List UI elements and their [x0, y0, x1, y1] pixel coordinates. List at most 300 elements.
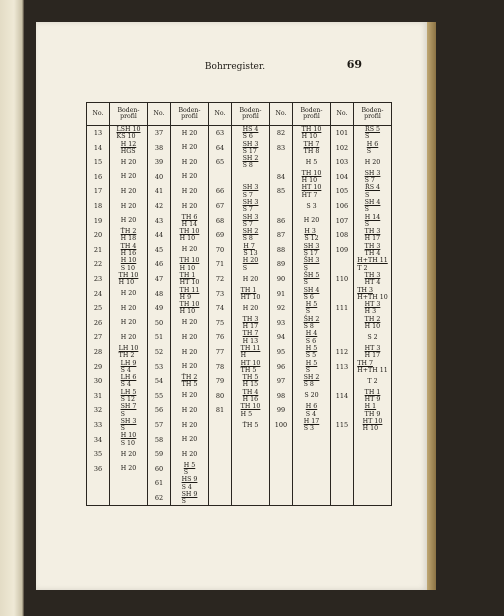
table-row	[87, 257, 392, 272]
soil-profile	[110, 214, 148, 229]
boring-number	[87, 491, 110, 506]
profile-upper-layer: LSH 10	[116, 126, 141, 133]
boring-number: 75	[209, 316, 232, 331]
soil-profile	[232, 447, 270, 462]
profile-upper-layer: H 20	[181, 333, 198, 341]
table-row	[87, 476, 392, 491]
profile-lower-layer: ĤT 7	[301, 191, 318, 199]
soil-profile	[232, 418, 270, 433]
soil-profile	[293, 287, 331, 302]
table-row	[87, 199, 392, 214]
soil-profile	[171, 141, 209, 156]
profile-lower-layer: H 10	[179, 264, 196, 272]
boring-number: 19	[87, 214, 110, 229]
profile-upper-layer: HT 10	[301, 184, 322, 192]
boring-number: 89	[270, 257, 293, 272]
boring-number: 80	[209, 389, 232, 404]
table-row	[87, 447, 392, 462]
soil-profile	[110, 243, 148, 258]
profile-lower-layer: S 12	[120, 395, 135, 403]
profile-upper-layer: H 20	[120, 290, 137, 298]
soil-profile	[110, 184, 148, 199]
profile-upper-layer: TH 2	[364, 315, 381, 323]
boring-number: 21	[87, 243, 110, 258]
boring-number: 79	[209, 374, 232, 389]
profile-lower-layer: H 5	[240, 410, 253, 418]
profile-lower-layer: H 17	[364, 352, 381, 360]
page-edge	[427, 22, 436, 590]
soil-profile	[232, 199, 270, 214]
profile-lower-layer: S	[366, 147, 372, 155]
profile-lower-layer: HT 9	[364, 395, 381, 403]
boring-number	[270, 199, 293, 214]
boring-number	[209, 418, 232, 433]
table-row	[87, 155, 392, 170]
boring-number: 69	[209, 228, 232, 243]
boring-number: 99	[270, 403, 293, 418]
profile-upper-layer: HT 10	[240, 359, 261, 367]
soil-profile	[293, 330, 331, 345]
boring-number	[270, 476, 293, 491]
boring-number: 115	[331, 418, 354, 433]
table-row	[87, 126, 392, 141]
profile-lower-layer: H+TH 11	[357, 366, 388, 374]
boring-number: 95	[270, 345, 293, 360]
soil-profile	[354, 214, 392, 229]
soil-profile	[354, 287, 392, 302]
boring-number	[331, 432, 354, 447]
soil-profile	[293, 345, 331, 360]
profile-upper-layer: H 17	[303, 417, 320, 425]
soil-profile	[232, 345, 270, 360]
boring-number: 101	[331, 126, 354, 141]
profile-lower-layer: S	[364, 220, 370, 228]
table-row	[87, 141, 392, 156]
profile-upper-layer: SH 9	[181, 490, 198, 498]
boring-number: 72	[209, 272, 232, 287]
boring-number: 51	[148, 330, 171, 345]
soil-profile	[110, 155, 148, 170]
soil-profile	[171, 476, 209, 491]
profile-lower-layer: H 14	[181, 220, 198, 228]
boring-number: 104	[331, 170, 354, 185]
soil-profile	[354, 374, 392, 389]
boring-number: 84	[270, 170, 293, 185]
soil-profile	[293, 432, 331, 447]
profile-upper-layer: TH 3	[364, 242, 381, 250]
soil-profile	[354, 432, 392, 447]
boring-number: 105	[331, 184, 354, 199]
boring-number	[270, 462, 293, 477]
soil-profile	[110, 141, 148, 156]
boring-number: 22	[87, 257, 110, 272]
profile-lower-layer: S	[303, 264, 308, 272]
profile-upper-layer: H 20	[181, 202, 198, 210]
profile-lower-layer: H 18	[120, 235, 137, 243]
profile-lower-layer: S 6	[303, 293, 314, 301]
profile-upper-layer: H 20	[120, 188, 137, 196]
profile-lower-layer: H 3	[364, 308, 377, 316]
profile-upper-layer: ŠH 3	[303, 257, 320, 265]
profile-upper-layer: H 7	[243, 242, 255, 250]
boring-number: 20	[87, 228, 110, 243]
profile-upper-layer: HT 10	[362, 417, 383, 425]
profile-upper-layer: H 10	[120, 257, 137, 265]
boring-number: 82	[270, 126, 293, 141]
boring-number: 42	[148, 199, 171, 214]
soil-profile	[293, 389, 331, 404]
table-header-row	[87, 103, 392, 126]
soil-profile	[110, 476, 148, 491]
boring-number: 90	[270, 272, 293, 287]
profile-upper-layer: H 10	[120, 432, 137, 440]
boring-number: 59	[148, 447, 171, 462]
soil-profile	[171, 360, 209, 375]
boring-number	[331, 462, 354, 477]
column-header-no: No.	[331, 103, 354, 126]
boring-number	[270, 447, 293, 462]
profile-lower-layer: S 4	[120, 381, 131, 389]
boring-number: 24	[87, 287, 110, 302]
profile-upper-layer: SH 3	[120, 417, 137, 425]
profile-lower-layer: H 10	[179, 235, 196, 243]
boring-number: 36	[87, 462, 110, 477]
boring-number: 13	[87, 126, 110, 141]
soil-profile	[293, 403, 331, 418]
profile-lower-layer: H 10	[362, 425, 379, 433]
profile-upper-layer: ŠH 2	[303, 315, 320, 323]
profile-upper-layer: TH 3	[364, 228, 381, 236]
soil-profile	[171, 418, 209, 433]
boring-number: 47	[148, 272, 171, 287]
profile-lower-layer: S	[364, 206, 369, 214]
profile-lower-layer: H 15	[242, 381, 259, 389]
boring-number: 56	[148, 403, 171, 418]
boring-number: 30	[87, 374, 110, 389]
soil-profile	[293, 214, 331, 229]
profile-upper-layer: ŠH 5	[303, 271, 320, 279]
soil-profile	[232, 330, 270, 345]
boring-number: 74	[209, 301, 232, 316]
profile-upper-layer: TH 1	[179, 271, 196, 279]
register-body	[87, 126, 392, 506]
soil-profile	[293, 272, 331, 287]
boring-number: 23	[87, 272, 110, 287]
profile-upper-layer: TH 7	[357, 359, 373, 367]
profile-upper-layer: TH 10	[301, 126, 322, 133]
table-row	[87, 432, 392, 447]
boring-number: 46	[148, 257, 171, 272]
soil-profile	[293, 301, 331, 316]
profile-lower-layer: KS 10	[116, 133, 136, 141]
boring-number: 39	[148, 155, 171, 170]
soil-profile	[354, 243, 392, 258]
soil-profile	[110, 345, 148, 360]
boring-number: 45	[148, 243, 171, 258]
boring-number: 68	[209, 214, 232, 229]
boring-number: 94	[270, 330, 293, 345]
profile-lower-layer: S 8	[303, 381, 314, 389]
profile-upper-layer: H 20	[181, 450, 198, 458]
profile-lower-layer: S	[242, 264, 248, 272]
table-row	[87, 462, 392, 477]
boring-number: 27	[87, 330, 110, 345]
profile-lower-layer: S 8	[303, 323, 314, 331]
profile-lower-layer: S 4	[120, 366, 131, 374]
profile-lower-layer: H 17	[364, 235, 381, 243]
soil-profile	[171, 462, 209, 477]
boring-number: 26	[87, 316, 110, 331]
profile-upper-layer: H 5	[305, 359, 318, 367]
boring-number: 58	[148, 432, 171, 447]
soil-profile	[110, 228, 148, 243]
profile-upper-layer: TH 3	[357, 286, 373, 294]
boring-number: 43	[148, 214, 171, 229]
soil-profile	[171, 374, 209, 389]
profile-lower-layer: S 4	[305, 410, 317, 418]
soil-profile	[171, 301, 209, 316]
profile-upper-layer: TH 1	[240, 286, 257, 294]
boring-number: 32	[87, 403, 110, 418]
soil-profile	[171, 345, 209, 360]
profile-upper-layer: H 5	[305, 344, 318, 352]
table-row	[87, 330, 392, 345]
profile-lower-layer: T 2	[357, 264, 368, 272]
soil-profile	[354, 491, 392, 506]
soil-profile	[293, 141, 331, 156]
boring-number: 54	[148, 374, 171, 389]
soil-profile	[232, 170, 270, 185]
soil-profile	[171, 257, 209, 272]
profile-upper-layer: TH 10	[301, 169, 322, 177]
boring-number: 61	[148, 476, 171, 491]
boring-number: 100	[270, 418, 293, 433]
profile-upper-layer: H 20	[181, 144, 198, 152]
profile-lower-layer: S 17	[242, 147, 257, 155]
soil-profile	[171, 491, 209, 506]
boring-number	[331, 403, 354, 418]
profile-upper-layer: S 20	[304, 392, 319, 400]
boring-number: 18	[87, 199, 110, 214]
soil-profile	[110, 272, 148, 287]
profile-lower-layer: H 17	[242, 323, 259, 331]
boring-number: 109	[331, 243, 354, 258]
profile-lower-layer: S	[364, 191, 370, 199]
soil-profile	[110, 360, 148, 375]
boring-number: 91	[270, 287, 293, 302]
column-header-bodenprofil: Boden- profil	[293, 103, 331, 126]
boring-number	[331, 257, 354, 272]
boring-number: 33	[87, 418, 110, 433]
soil-profile	[293, 418, 331, 433]
boring-number	[331, 374, 354, 389]
profile-upper-layer: H 5	[183, 461, 196, 469]
soil-profile	[293, 447, 331, 462]
boring-number: 60	[148, 462, 171, 477]
soil-profile	[171, 389, 209, 404]
soil-profile	[354, 462, 392, 477]
profile-upper-layer: SH 4	[364, 198, 381, 206]
profile-upper-layer: TH 11	[240, 344, 261, 352]
profile-upper-layer: ŤH 2	[181, 374, 198, 382]
soil-profile	[232, 228, 270, 243]
table-row	[87, 491, 392, 506]
profile-upper-layer: TH 4	[242, 388, 259, 396]
profile-upper-layer: SH 2	[242, 155, 259, 163]
profile-upper-layer: H 20	[181, 158, 198, 166]
profile-upper-layer: HT 3	[364, 344, 381, 352]
soil-profile	[354, 403, 392, 418]
column-header-no: No.	[270, 103, 293, 126]
boring-number	[270, 155, 293, 170]
soil-profile	[110, 462, 148, 477]
column-header-bodenprofil: Boden- profil	[171, 103, 209, 126]
column-header-bodenprofil: Boden- profil	[232, 103, 270, 126]
soil-profile	[232, 301, 270, 316]
profile-upper-layer: H 20	[120, 202, 137, 210]
profile-lower-layer: S	[181, 498, 186, 506]
profile-lower-layer: H 16	[242, 395, 259, 403]
profile-upper-layer: TH 11	[179, 286, 200, 294]
profile-upper-layer: TH 7	[242, 330, 259, 338]
soil-profile	[293, 316, 331, 331]
soil-profile	[171, 243, 209, 258]
soil-profile	[110, 418, 148, 433]
boring-number: 111	[331, 301, 354, 316]
profile-upper-layer: TH 4	[120, 242, 137, 250]
profile-upper-layer: ŤH 5	[242, 421, 259, 429]
boring-number: 53	[148, 360, 171, 375]
profile-upper-layer: TH 10	[179, 257, 200, 265]
table-row	[87, 403, 392, 418]
soil-profile	[232, 155, 270, 170]
profile-upper-layer: H 20	[364, 158, 381, 166]
soil-profile	[171, 403, 209, 418]
table-row	[87, 184, 392, 199]
soil-profile	[232, 126, 270, 141]
profile-upper-layer: H 12	[120, 140, 137, 148]
soil-profile	[354, 257, 392, 272]
profile-lower-layer: S 10	[120, 439, 136, 447]
profile-lower-layer: H 10	[179, 308, 196, 316]
profile-upper-layer: H 1	[364, 403, 377, 411]
profile-lower-layer: S	[305, 308, 311, 316]
profile-lower-layer: ĤGS	[120, 147, 136, 155]
profile-upper-layer: H 20	[181, 319, 198, 327]
boring-number: 40	[148, 170, 171, 185]
table-row	[87, 345, 392, 360]
profile-lower-layer: S 8	[242, 235, 253, 243]
soil-profile	[232, 432, 270, 447]
profile-upper-layer: ŤH 2	[120, 228, 137, 236]
table-row	[87, 301, 392, 316]
boring-number	[331, 330, 354, 345]
boring-number: 28	[87, 345, 110, 360]
boring-number: 57	[148, 418, 171, 433]
boring-number: 41	[148, 184, 171, 199]
soil-profile	[110, 170, 148, 185]
profile-upper-layer: SH 3	[364, 169, 381, 177]
soil-profile	[354, 272, 392, 287]
soil-profile	[110, 403, 148, 418]
soil-profile	[232, 272, 270, 287]
profile-lower-layer: H+TH 10	[357, 293, 388, 301]
soil-profile	[354, 184, 392, 199]
running-head: Bohrregister.	[204, 62, 266, 72]
boring-number: 78	[209, 360, 232, 375]
register-table	[86, 102, 392, 506]
boring-number: 44	[148, 228, 171, 243]
profile-lower-layer: S 13	[243, 250, 258, 258]
profile-upper-layer: TH 10	[118, 271, 139, 279]
boring-number: 106	[331, 199, 354, 214]
boring-number	[209, 432, 232, 447]
soil-profile	[171, 287, 209, 302]
profile-lower-layer: S 7	[242, 220, 253, 228]
profile-upper-layer: SH 3	[242, 213, 259, 221]
table-row	[87, 360, 392, 375]
soil-profile	[354, 360, 392, 375]
boring-number: 25	[87, 301, 110, 316]
boring-number: 83	[270, 141, 293, 156]
boring-number: 65	[209, 155, 232, 170]
soil-profile	[171, 330, 209, 345]
table-row	[87, 389, 392, 404]
profile-lower-layer: S	[120, 410, 125, 418]
profile-lower-layer: S 5	[305, 352, 317, 360]
profile-upper-layer: LH 6	[120, 374, 137, 382]
soil-profile	[293, 170, 331, 185]
profile-upper-layer: H 20	[181, 173, 198, 181]
boring-number: 31	[87, 389, 110, 404]
profile-lower-layer: H 10	[118, 279, 135, 287]
profile-upper-layer: HT 3	[364, 301, 381, 309]
profile-upper-layer: H+TH 11	[357, 257, 388, 265]
soil-profile	[110, 301, 148, 316]
boring-number	[209, 491, 232, 506]
soil-profile	[110, 257, 148, 272]
soil-profile	[354, 345, 392, 360]
boring-number: 103	[331, 155, 354, 170]
profile-lower-layer: S 12	[304, 235, 319, 243]
profile-upper-layer: H 20	[120, 450, 137, 458]
boring-number: 81	[209, 403, 232, 418]
profile-upper-layer: SH 2	[303, 374, 320, 382]
boring-number	[270, 491, 293, 506]
soil-profile	[293, 184, 331, 199]
profile-upper-layer: ŘS 4	[364, 184, 381, 192]
profile-upper-layer: H 20	[303, 217, 320, 225]
column-header-bodenprofil: Boden- profil	[110, 103, 148, 126]
profile-upper-layer: H 20	[181, 406, 198, 414]
profile-lower-layer: S 7	[242, 191, 253, 199]
table-row	[87, 418, 392, 433]
profile-lower-layer: ĤT 4	[364, 279, 381, 287]
column-header-no: No.	[148, 103, 171, 126]
boring-number: 86	[270, 214, 293, 229]
soil-profile	[354, 141, 392, 156]
soil-profile	[354, 301, 392, 316]
boring-number: 29	[87, 360, 110, 375]
soil-profile	[354, 199, 392, 214]
profile-lower-layer: S 7	[364, 177, 375, 185]
soil-profile	[171, 170, 209, 185]
boring-number: 76	[209, 330, 232, 345]
boring-number: 114	[331, 389, 354, 404]
column-header-bodenprofil: Boden- profil	[354, 103, 392, 126]
soil-profile	[232, 243, 270, 258]
boring-number: 37	[148, 126, 171, 141]
